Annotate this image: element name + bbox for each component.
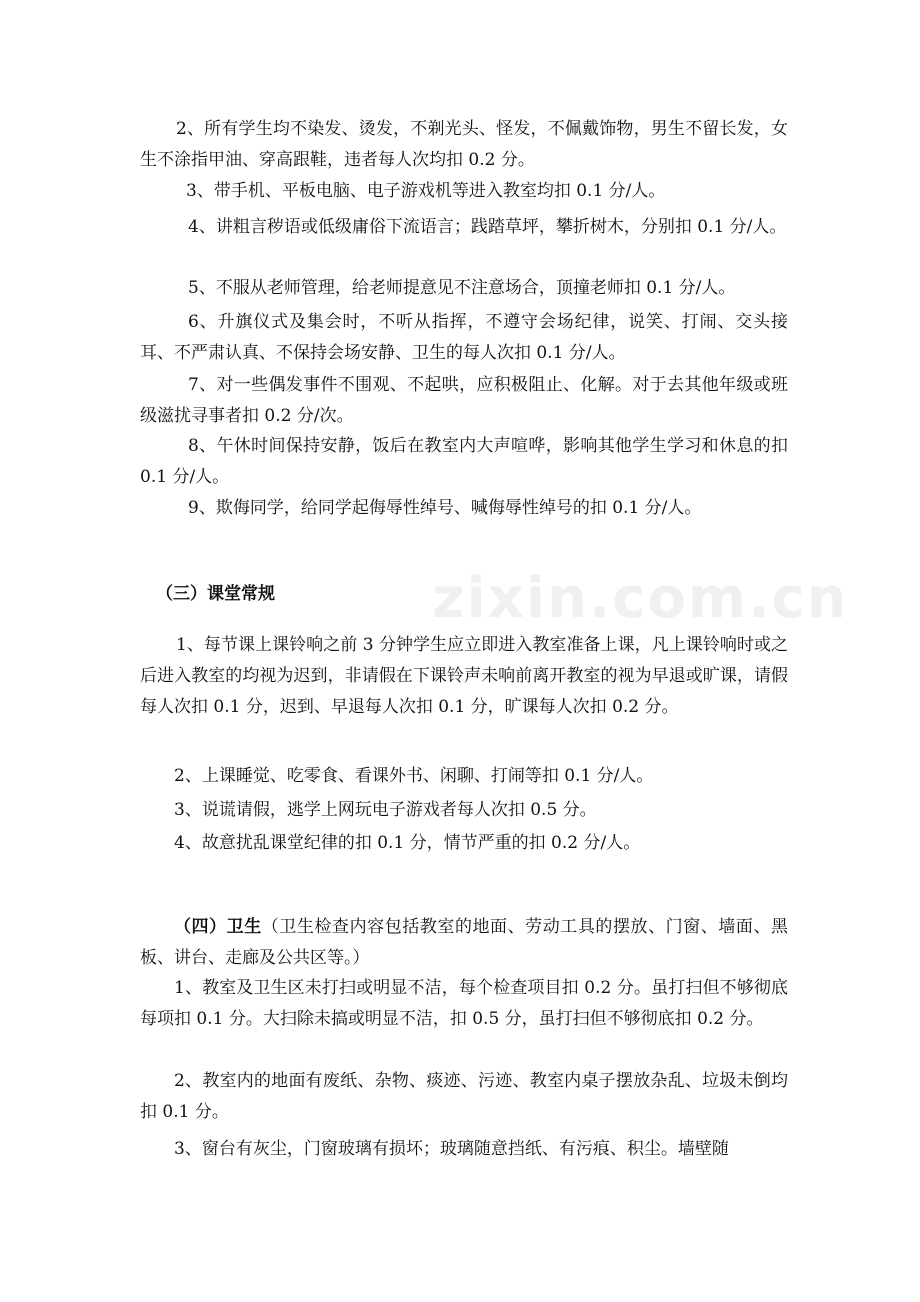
rule-item: 3、窗台有灰尘，门窗玻璃有损坏；玻璃随意挡纸、有污痕、积尘。墙壁随: [174, 1139, 729, 1159]
rule-item: 7、对一些偶发事件不围观、不起哄，应积极阻止、化解。对于去其他年级或班级滋扰寻事者扣 0.2 分/次。: [140, 375, 788, 426]
rule-item: 3、带手机、平板电脑、电子游戏机等进入教室均扣 0.1 分/人。: [186, 181, 666, 201]
rule-item: 6、升旗仪式及集会时，不听从指挥，不遵守会场纪律，说笑、打闹、交头接耳、不严肃认真、不保持会场安静、卫生的每人次扣 0.1 分/人。: [140, 312, 788, 363]
rule-item: 1、每节课上课铃响之前 3 分钟学生应立即进入教室准备上课，凡上课铃响时或之后进入教室的均视为迟到，非请假在下课铃声未响前离开教室的视为早退或旷课，请假每人次扣 0.1 分，迟到、早退每人次扣 0.1 分，旷课每人次扣 0.2 分。: [140, 635, 788, 717]
section-heading-classroom: （三）课堂常规: [156, 584, 275, 604]
rule-item: 2、教室内的地面有废纸、杂物、痰迹、污迹、教室内桌子摆放杂乱、垃圾未倒均扣 0.1 分。: [140, 1071, 788, 1122]
section-heading-hygiene: [140, 912, 788, 974]
rule-item: 9、欺侮同学，给同学起侮辱性绰号、喊侮辱性绰号的扣 0.1 分/人。: [188, 498, 702, 518]
rule-item: 4、故意扰乱课堂纪律的扣 0.1 分，情节严重的扣 0.2 分/人。: [174, 833, 641, 853]
rule-item: 8、午休时间保持安静，饭后在教室内大声喧哗，影响其他学生学习和休息的扣 0.1 分/人。: [140, 436, 788, 487]
section-heading-note: （卫生检查内容包括教室的地面、劳动工具的摆放、门窗、墙面、黑板、讲台、走廊及公共区等。）: [140, 917, 789, 968]
rule-item: 1、教室及卫生区未打扫或明显不洁，每个检查项目扣 0.2 分。虽打扫但不够彻底每项扣 0.1 分。大扫除未搞或明显不洁，扣 0.5 分，虽打扫但不够彻底扣 0.2 分。: [140, 978, 788, 1029]
rule-item: 2、上课睡觉、吃零食、看课外书、闲聊、打闹等扣 0.1 分/人。: [174, 766, 654, 786]
watermark: zixin.com.cn: [432, 566, 849, 631]
rule-item: 2、所有学生均不染发、烫发，不剃光头、怪发，不佩戴饰物，男生不留长发，女生不涂指甲油、穿高跟鞋，违者每人次均扣 0.2 分。: [140, 119, 788, 170]
section-heading-label: （四）卫生: [174, 917, 262, 937]
rule-item: 5、不服从老师管理，给老师提意见不注意场合，顶撞老师扣 0.1 分/人。: [188, 278, 736, 298]
rule-item: 4、讲粗言秽语或低级庸俗下流语言；践踏草坪，攀折树木，分别扣 0.1 分/人。: [188, 217, 787, 237]
rule-item: 3、说谎请假，逃学上网玩电子游戏者每人次扣 0.5 分。: [174, 800, 597, 820]
